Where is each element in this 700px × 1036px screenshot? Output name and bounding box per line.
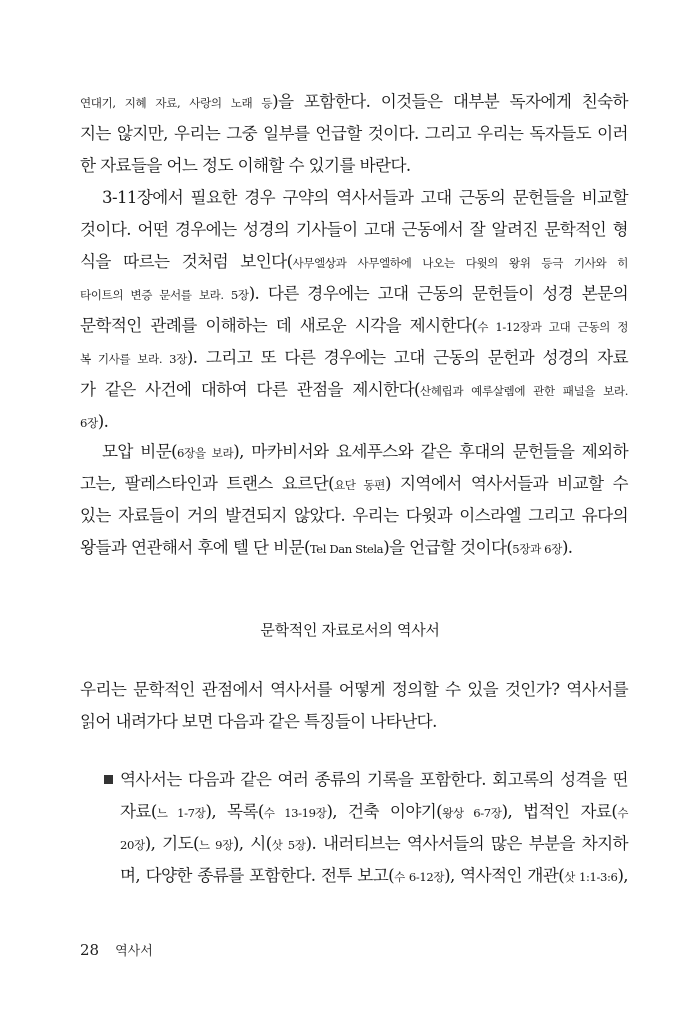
text-line: 모압 비문(6장을 보라), 마카비서와 요세푸스와 같은 후대의 문헌들을 제외하 [102, 442, 628, 461]
text-line: 며, 다양한 종류를 포함한다. 전투 보고(수 6-12장), 역사적인 개관(삿 1:1-3:6), [120, 866, 628, 885]
text-line: 20장), 기도(느 9장), 시(삿 5장). 내러티브는 역사서들의 많은 부분을 차지하 [120, 834, 628, 853]
inline-note: 왕상 6-7장 [442, 806, 502, 820]
inline-note: 5장과 6장 [512, 542, 562, 556]
text-line: 타이트의 변증 문서를 보라. 5장). 다른 경우에는 고대 근동의 문헌들이 성경 본문의 [80, 284, 628, 303]
text-line: 역사서는 다음과 같은 여러 종류의 기록을 포함한다. 회고록의 성격을 띤 [120, 770, 628, 789]
inline-note: 수 1-12장과 고대 근동의 정 [477, 320, 628, 334]
text-line: 지는 않지만, 우리는 그중 일부를 언급할 것이다. 그리고 우리는 독자들도 이러 [80, 124, 628, 143]
text-line: 자료(느 1-7장), 목록(수 13-19장), 건축 이야기(왕상 6-7장), 법적인 자료(수 [120, 802, 629, 821]
inline-note: 느 9장 [198, 838, 233, 852]
inline-note: 요단 동편 [334, 478, 385, 492]
text-line: 6장). [80, 412, 109, 431]
inline-note: 느 1-7장 [156, 806, 206, 820]
text-line: 있는 자료들이 거의 발견되지 않았다. 우리는 다윗과 이스라엘 그리고 유다의 [80, 506, 628, 525]
text-line: 한 자료들을 어느 정도 이해할 수 있기를 바란다. [80, 156, 411, 175]
page-footer [80, 940, 153, 962]
inline-note: 삿 1:1-3:6 [564, 870, 618, 884]
text-line: 식을 따르는 것처럼 보인다(사무엘상과 사무엘하에 나오는 다윗의 왕위 등극 기사와 히 [80, 252, 628, 271]
bullet-square-icon [104, 775, 113, 784]
text-line: 읽어 내려가다 보면 다음과 같은 특징들이 나타난다. [80, 712, 437, 731]
inline-note: 수 13-19장 [263, 806, 327, 820]
text-line: 3-11장에서 필요한 경우 구약의 역사서들과 고대 근동의 문헌들을 비교할 [102, 188, 628, 207]
inline-note: 복 기사를 보라. 3장 [80, 352, 187, 366]
inline-note: 6장 [80, 416, 98, 430]
text-line: 연대기, 지혜 자료, 사랑의 노래 등)을 포함한다. 이것들은 대부분 독자에게 친숙하 [80, 92, 628, 111]
text-line: 왕들과 연관해서 후에 텔 단 비문(Tel Dan Stela)을 언급할 것이다(5장과 6장). [80, 538, 573, 557]
inline-note: 타이트의 변증 문서를 보라. 5장 [80, 288, 249, 302]
text-line: 가 같은 사건에 대하여 다른 관점을 제시한다(산헤립과 예루살렘에 관한 패널을 보라. [80, 380, 628, 399]
inline-note: 산헤립과 예루살렘에 관한 패널을 보라. [419, 384, 628, 398]
inline-note: 6장을 보라 [177, 446, 234, 460]
text-line: 우리는 문학적인 관점에서 역사서를 어떻게 정의할 수 있을 것인가? 역사서를 [80, 680, 628, 699]
running-title: 역사서 [115, 944, 153, 959]
inline-note: 수 [617, 806, 629, 820]
text-line: 것이다. 어떤 경우에는 성경의 기사들이 고대 근동에서 잘 알려진 문학적인 형 [80, 220, 628, 239]
inline-note: 사무엘상과 사무엘하에 나오는 다윗의 왕위 등극 기사와 히 [292, 256, 628, 270]
text-line: 고는, 팔레스타인과 트랜스 요르단(요단 동편) 지역에서 역사서들과 비교할 수 [80, 474, 628, 493]
inline-note: 삿 5장 [271, 838, 306, 852]
inline-note: 20장 [120, 838, 145, 852]
inline-note: 연대기, 지혜 자료, 사랑의 노래 등 [80, 96, 273, 110]
text-line: 복 기사를 보라. 3장). 그리고 또 다른 경우에는 고대 근동의 문헌과 성경의 자료 [80, 348, 629, 367]
page-number: 28 [80, 941, 100, 959]
inline-note: Tel Dan Stela [309, 542, 384, 556]
text-line: 문학적인 관례를 이해하는 데 새로운 시각을 제시한다(수 1-12장과 고대 근동의 정 [80, 316, 628, 335]
inline-note: 수 6-12장 [394, 870, 445, 884]
section-heading: 문학적인 자료로서의 역사서 [260, 621, 440, 639]
